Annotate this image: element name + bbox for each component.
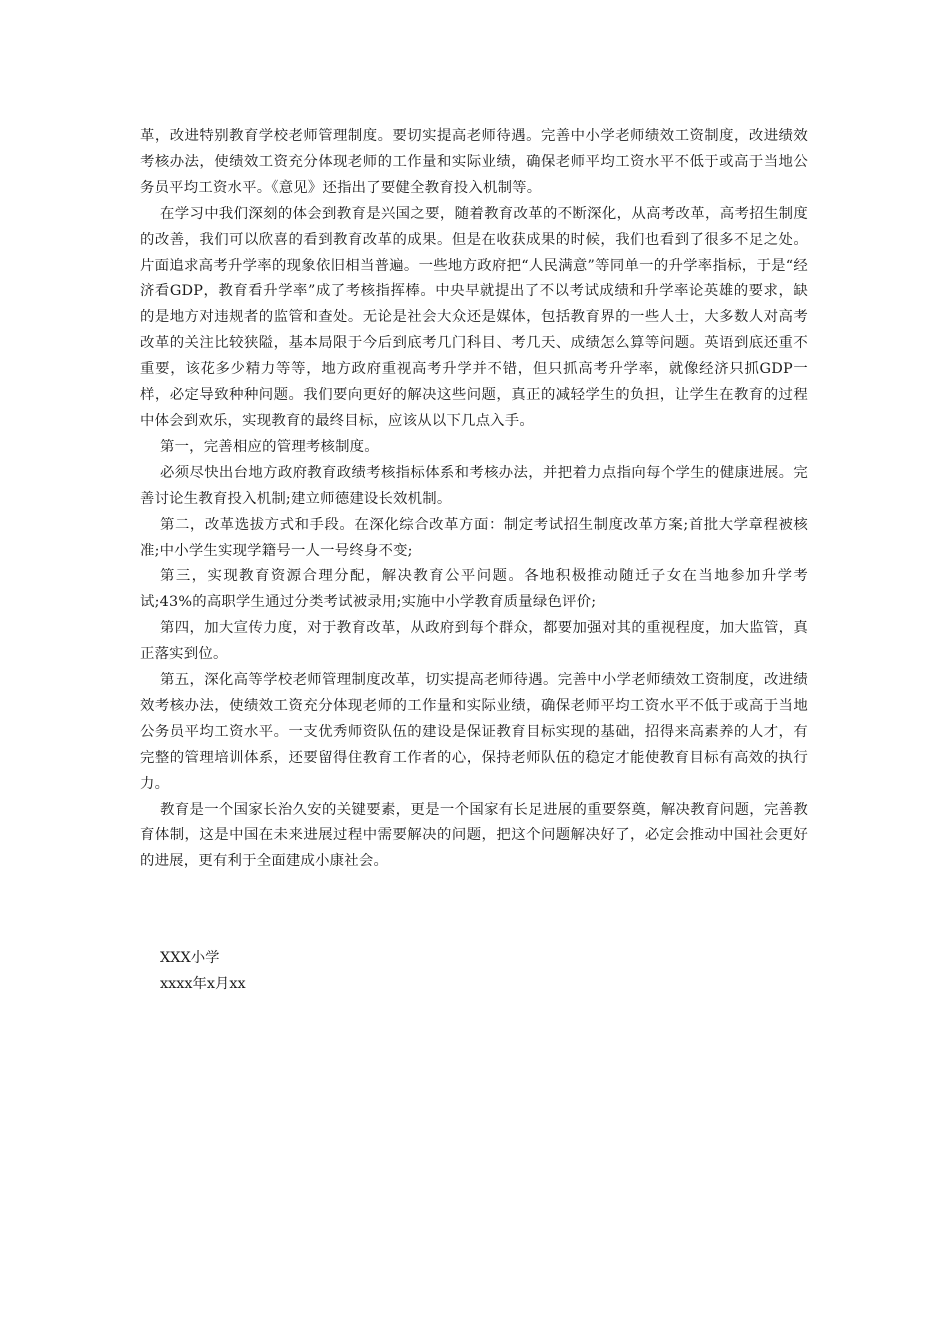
paragraph-3: 第一，完善相应的管理考核制度。 (160, 438, 379, 455)
paragraph-9: 教育是一个国家长治久安的关键要素，更是一个国家有长足进展的重要祭奠，解决教育问题，完善教育体制，这是中国在未来进展过程中需要解决的问题，把这个问题解决好了，必定会推动中国社会更好的进展，更有利于全面建成小康社会。 (140, 801, 808, 870)
paragraph-7: 第四，加大宣传力度，对于教育改革，从政府到每个群众，都要加强对其的重视程度，加大监管，真正落实到位。 (140, 620, 808, 663)
signature-date: xxxx年x月xx (160, 976, 246, 992)
paragraph-5: 第二，改革选拔方式和手段。在深化综合改革方面：制定考试招生制度改革方案;首批大学章程被核准;中小学生实现学籍号一人一号终身不变; (140, 516, 808, 559)
document-body (140, 124, 808, 875)
paragraph-1: 革，改进特别教育学校老师管理制度。要切实提高老师待遇。完善中小学老师绩效工资制度，改进绩效考核办法，使绩效工资充分体现老师的工作量和实际业绩，确保老师平均工资水平不低于或高于当地公务员平均工资水平。《意见》还指出了要健全教育投入机制等。 (140, 128, 808, 196)
paragraph-2: 在学习中我们深刻的体会到教育是兴国之要，随着教育改革的不断深化，从高考改革，高考招生制度的改善，我们可以欣喜的看到教育改革的成果。但是在收获成果的时候，我们也看到了很多不足之处。片面追求高考升学率的现象依旧相当普遍。一些地方政府把“人民满意”等同单一的升学率指标，于是“经济看GDP，教育看升学率”成了考核指挥棒。中央早就提出了不以考试成绩和升学率论英雄的要求，缺的是地方对违规者的监管和查处。无论是社会大众还是媒体，包括教育界的一些人士，大多数人对高考改革的关注比较狭隘，基本局限于今后到底考几门科目、考几天、成绩怎么算等问题。英语到底还重不重要，该花多少精力等等，地方政府重视高考升学并不错，但只抓高考升学率，就像经济只抓GDP一样，必定导致种种问题。我们要向更好的解决这些问题，真正的减轻学生的负担，让学生在教育的过程中体会到欢乐，实现教育的最终目标，应该从以下几点入手。 (140, 205, 808, 429)
signature-block (160, 945, 246, 997)
signature-school: XXX小学 (160, 950, 220, 966)
paragraph-8: 第五，深化高等学校老师管理制度改革，切实提高老师待遇。完善中小学老师绩效工资制度，改进绩效考核办法，使绩效工资充分体现老师的工作量和实际业绩，确保老师平均工资水平不低于或高于当地公务员平均工资水平。一支优秀师资队伍的建设是保证教育目标实现的基础，招得来高素养的人才，有完整的管理培训体系，还要留得住教育工作者的心，保持老师队伍的稳定才能使教育目标有高效的执行力。 (140, 672, 808, 792)
paragraph-6: 第三，实现教育资源合理分配，解决教育公平问题。各地积极推动随迁子女在当地参加升学考试;43%的高职学生通过分类考试被录用;实施中小学教育质量绿色评价; (140, 568, 808, 611)
paragraph-4: 必须尽快出台地方政府教育政绩考核指标体系和考核办法，并把着力点指向每个学生的健康进展。完善讨论生教育投入机制;建立师德建设长效机制。 (140, 464, 808, 507)
